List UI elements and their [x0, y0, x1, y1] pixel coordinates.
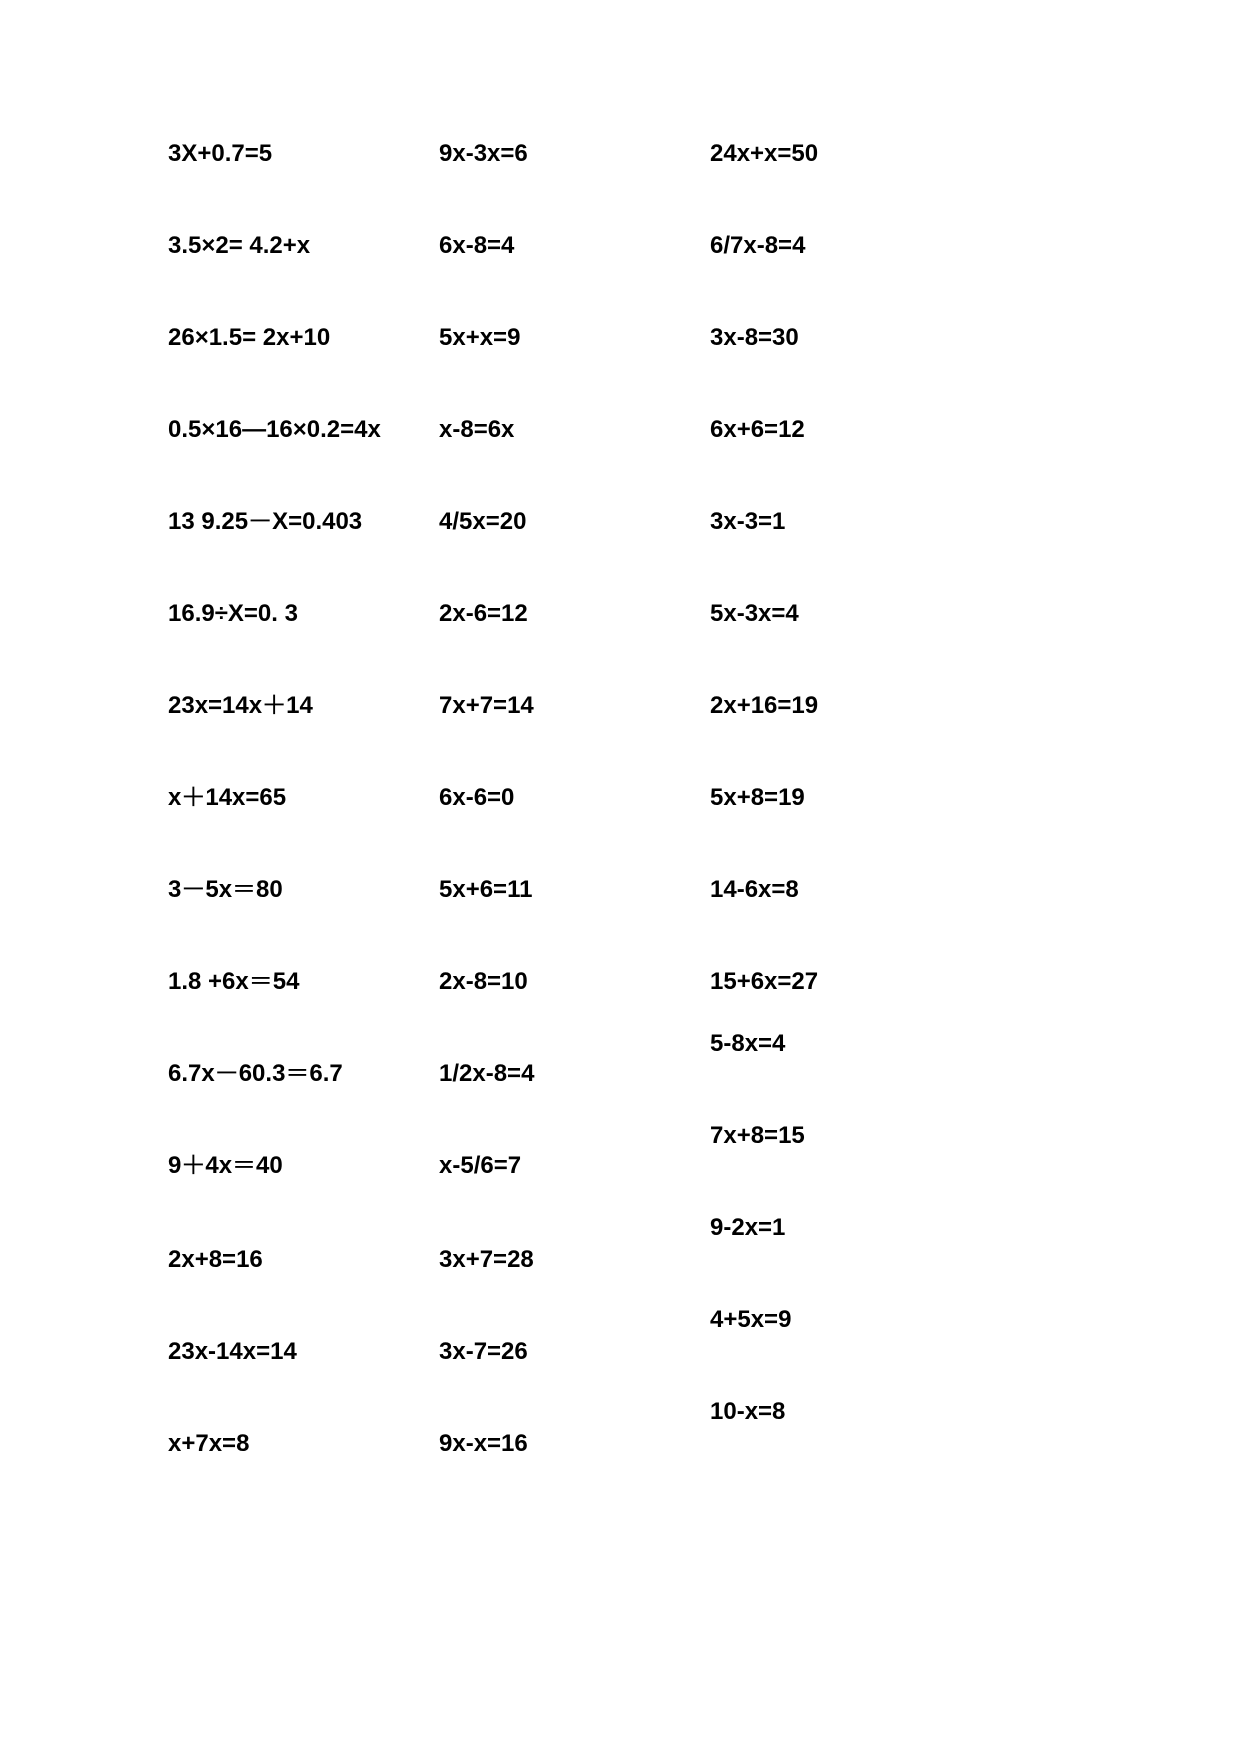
equation-col1-row2: 3.5×2= 4.2+x	[168, 232, 311, 259]
equation-col3-row15: 10-x=8	[710, 1398, 786, 1425]
equation-col3-row14: 4+5x=9	[710, 1306, 792, 1333]
equation-col3-row9: 14-6x=8	[710, 876, 799, 903]
equation-col2-row5: 4/5x=20	[439, 508, 527, 535]
equation-col2-row4: x-8=6x	[439, 416, 515, 443]
equation-col3-row11: 5-8x=4	[710, 1030, 786, 1057]
equation-col1-row11: 6.7x－60.3＝6.7	[168, 1060, 343, 1087]
equation-col1-row8: x＋14x=65	[168, 784, 287, 811]
equation-col2-row14: 3x-7=26	[439, 1338, 528, 1365]
equation-col1-row7: 23x=14x＋14	[168, 692, 313, 719]
equation-col2-row10: 2x-8=10	[439, 968, 528, 995]
equation-col3-row7: 2x+16=19	[710, 692, 819, 719]
equation-col1-row4: 0.5×16—16×0.2=4x	[168, 416, 381, 443]
equation-col3-row13: 9-2x=1	[710, 1214, 786, 1241]
equation-col1-row15: x+7x=8	[168, 1430, 250, 1457]
equation-col1-row3: 26×1.5= 2x+10	[168, 324, 331, 351]
equation-col2-row6: 2x-6=12	[439, 600, 528, 627]
equation-col2-row3: 5x+x=9	[439, 324, 521, 351]
equation-col3-row12: 7x+8=15	[710, 1122, 805, 1149]
equation-col3-row8: 5x+8=19	[710, 784, 805, 811]
equation-col3-row10: 15+6x=27	[710, 968, 819, 995]
equation-col1-row13: 2x+8=16	[168, 1246, 263, 1273]
equation-col1-row10: 1.8 +6x＝54	[168, 968, 300, 995]
equation-col1-row6: 16.9÷X=0. 3	[168, 600, 298, 627]
equation-col2-row9: 5x+6=11	[439, 876, 533, 903]
equation-col3-row3: 3x-8=30	[710, 324, 799, 351]
equation-col1-row14: 23x-14x=14	[168, 1338, 297, 1365]
equation-col2-row1: 9x-3x=6	[439, 140, 528, 167]
equation-col2-row15: 9x-x=16	[439, 1430, 528, 1457]
equation-col1-row5: 13 9.25－X=0.403	[168, 508, 363, 535]
equation-col2-row8: 6x-6=0	[439, 784, 515, 811]
equation-col1-row1: 3X+0.7=5	[168, 140, 273, 167]
equation-col3-row6: 5x-3x=4	[710, 600, 799, 627]
equation-col2-row13: 3x+7=28	[439, 1246, 534, 1273]
equation-col2-row11: 1/2x-8=4	[439, 1060, 535, 1087]
equation-col2-row7: 7x+7=14	[439, 692, 534, 719]
equation-col3-row1: 24x+x=50	[710, 140, 819, 167]
equation-col3-row4: 6x+6=12	[710, 416, 805, 443]
equation-col2-row12: x-5/6=7	[439, 1152, 522, 1179]
equation-col1-row12: 9＋4x＝40	[168, 1152, 283, 1179]
equation-col3-row5: 3x-3=1	[710, 508, 786, 535]
equation-col2-row2: 6x-8=4	[439, 232, 515, 259]
equation-col3-row2: 6/7x-8=4	[710, 232, 806, 259]
equation-col1-row9: 3－5x＝80	[168, 876, 283, 903]
